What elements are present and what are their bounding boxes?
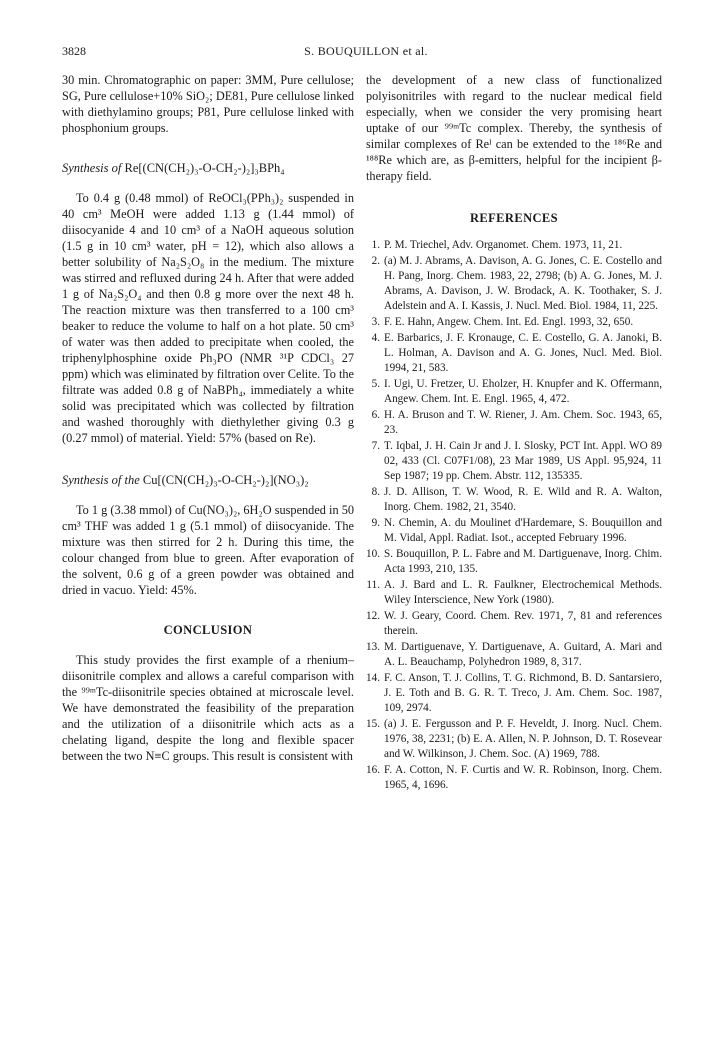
reference-item: 8. J. D. Allison, T. W. Wood, R. E. Wild and R. A. Walton, Inorg. Chem. 1982, 21, 3540. <box>371 486 662 513</box>
reference-text: J. D. Allison, T. W. Wood, R. E. Wild and R. A. Walton, Inorg. Chem. 1982, 21, 3540. <box>384 486 662 513</box>
reference-item: 5. I. Ugi, U. Fretzer, U. Eholzer, H. Knupfer and K. Offermann, Angew. Chem. Int. E. Engl. 1965, 4, 472. <box>371 378 662 405</box>
reference-text: W. J. Geary, Coord. Chem. Rev. 1971, 7, 81 and references therein. <box>384 610 662 637</box>
reference-text: I. Ugi, U. Fretzer, U. Eholzer, H. Knupfer and K. Offermann, Angew. Chem. Int. E. Engl. 1965, 4, 472. <box>384 378 662 405</box>
re-synthesis-paragraph: To 0.4 g (0.48 mmol) of ReOCl₃(PPh₃)₂ suspended in 40 cm³ MeOH were added 1.13 g (1.44 mmol) of diisocyanide 4 and 10 cm³ of a NaOH aqueous solution (1.5 g in 10 cm³ water, pH = 12), which also allows a better solubility of Na₂S₂O₈ in the medium. The mixture was stirred and refluxed during 24 h. After that were added 1 g of Na₂S₂O₄ and then 0.8 g more over the next 48 h. The reaction mixture was then transferred to a 100 cm³ beaker to reduce the volume to half on a hot plate. 50 cm³ of water was then added to precipitate when cooled, the triphenylphosphine oxide Ph₃PO (NMR ³¹P CDCl₃ 27 ppm) which was eliminated by filtration over Celite. To the filtrate was added 0.8 g of NaBPh₄, immediately a white solid was precipitated which was collected by filtration and washed thoroughly with diethylether giving 0.3 g (0.27 mmol) of material. Yield: 57% (based on Re). <box>62 191 354 445</box>
reference-text: S. Bouquillon, P. L. Fabre and M. Dartiguenave, Inorg. Chim. Acta 1993, 210, 135. <box>384 548 662 575</box>
cu-synthesis-heading-prefix: Synthesis of the <box>62 473 140 487</box>
re-synthesis-heading-formula: Re[(CN(CH₂)₃-O-CH₂-)₂]₃BPh₄ <box>124 161 285 175</box>
cu-synthesis-paragraph: To 1 g (3.38 mmol) of Cu(NO₃)₂, 6H₂O suspended in 50 cm³ THF was added 1 g (5.1 mmol) of diisocyanide. The mixture was then stirred for 2 h. During this time, the colour changed from blue to green. After evaporation of the solvent, 0.6 g of a green powder was obtained and dried in vacuo. Yield: 45%. <box>62 503 354 597</box>
reference-text: N. Chemin, A. du Moulinet d'Hardemare, S. Bouquillon and M. Vidal, Appl. Radiat. Isot., accepted February 1996. <box>384 517 662 544</box>
reference-text: T. Iqbal, J. H. Cain Jr and J. I. Slosky, PCT Int. Appl. WO 89 02, 433 (Cl. C07F1/08), 23 Mar 1989, US Appl. 95,924, 11 Sep 1987; 19 pp. Chem. Abstr. 112, 135335. <box>384 440 662 482</box>
reference-item: 13. M. Dartiguenave, Y. Dartiguenave, A. Guitard, A. Mari and A. L. Beauchamp, Polyhedron 1989, 8, 317. <box>366 641 662 668</box>
references-list <box>366 238 662 793</box>
right-column <box>366 72 662 794</box>
re-synthesis-heading <box>62 160 354 176</box>
reference-text: F. C. Anson, T. J. Collins, T. G. Richmond, B. D. Santarsiero, J. E. Toth and B. G. R. T. Treco, J. Am. Chem. Soc. 1987, 109, 2974. <box>384 672 662 714</box>
reference-item: 1. P. M. Triechel, Adv. Organomet. Chem. 1973, 11, 21. <box>371 239 623 251</box>
left-column <box>62 72 354 764</box>
reference-text: P. M. Triechel, Adv. Organomet. Chem. 1973, 11, 21. <box>384 239 623 251</box>
reference-item: 10. S. Bouquillon, P. L. Fabre and M. Dartiguenave, Inorg. Chim. Acta 1993, 210, 135. <box>366 548 662 575</box>
conclusion-paragraph: This study provides the first example of a rhenium–diisonitrile complex and allows a careful comparison with the ⁹⁹ᵐTc-diisonitrile species obtained at microscale level. We have demonstrated the feasibility of the preparation and the utilization of a diisonitrile which acts as a chelating ligand, despite the long and flexible spacer between the two N≡C groups. This result is consistent with <box>62 653 354 763</box>
reference-text: M. Dartiguenave, Y. Dartiguenave, A. Guitard, A. Mari and A. L. Beauchamp, Polyhedron 1989, 8, 317. <box>384 641 662 668</box>
reference-item: 2. (a) M. J. Abrams, A. Davison, A. G. Jones, C. E. Costello and H. Pang, Inorg. Chem. 1983, 22, 2798; (b) A. G. Jones, M. J. Abrams, A. Davison, J. W. Brodack, A. K. Toothaker, S. J. Adelstein and A. I. Kassis, J. Nucl. Med. Biol. 1984, 11, 225. <box>371 255 662 312</box>
reference-text: (a) J. E. Fergusson and P. F. Heveldt, J. Inorg. Nucl. Chem. 1976, 38, 2231; (b) E. A. Allen, N. P. Johnson, D. T. Rosevear and W. Wilkinson, J. Chem. Soc. (A) 1969, 788. <box>384 718 662 760</box>
reference-item: 3. F. E. Hahn, Angew. Chem. Int. Ed. Engl. 1993, 32, 650. <box>371 316 634 328</box>
reference-text: (a) M. J. Abrams, A. Davison, A. G. Jones, C. E. Costello and H. Pang, Inorg. Chem. 1983, 22, 2798; (b) A. G. Jones, M. J. Abrams, A. Davison, J. W. Brodack, A. K. Toothaker, S. J. Adelstein and A. I. Kassis, J. Nucl. Med. Biol. 1984, 11, 225. <box>384 255 662 312</box>
reference-item: 11. A. J. Bard and L. R. Faulkner, Electrochemical Methods. Wiley Interscience, New York (1980). <box>366 579 662 606</box>
reference-text: F. A. Cotton, N. F. Curtis and W. R. Robinson, Inorg. Chem. 1965, 4, 1696. <box>384 764 662 791</box>
running-head: S. BOUQUILLON et al. <box>304 44 428 58</box>
reference-item: 6. H. A. Bruson and T. W. Riener, J. Am. Chem. Soc. 1943, 65, 23. <box>371 409 662 436</box>
reference-text: A. J. Bard and L. R. Faulkner, Electrochemical Methods. Wiley Interscience, New York (1980). <box>384 579 662 606</box>
reference-text: E. Barbarics, J. F. Kronauge, C. E. Costello, G. A. Janoki, B. L. Holman, A. Davison and A. G. Jones, Nucl. Med. Biol. 1994, 21, 583. <box>384 332 662 374</box>
conclusion-continued-paragraph: the development of a new class of functionalized polyisonitriles with regard to the nuclear medical field especially, when we consider the very promising heart uptake of our ⁹⁹ᵐTc complex. Thereby, the synthesis of similar complexes of Reᴵ can be extended to the ¹⁸⁶Re and ¹⁸⁸Re which are, as β-emitters, helpful for the incipient β-therapy field. <box>366 73 662 183</box>
reference-item: 9. N. Chemin, A. du Moulinet d'Hardemare, S. Bouquillon and M. Vidal, Appl. Radiat. Isot., accepted February 1996. <box>371 517 662 544</box>
page-number: 3828 <box>62 44 86 58</box>
page-header <box>62 44 670 64</box>
chromatography-paragraph: 30 min. Chromatographic on paper: 3MM, Pure cellulose; SG, Pure cellulose+10% SiO₂; DE81, Pure cellulose linked with diethylamino groups; P81, Pure cellulose linked with phosphonium groups. <box>62 73 354 135</box>
reference-text: F. E. Hahn, Angew. Chem. Int. Ed. Engl. 1993, 32, 650. <box>384 316 634 328</box>
cu-synthesis-heading-formula: Cu[(CN(CH₂)₃-O-CH₂-)₂](NO₃)₂ <box>142 473 309 487</box>
reference-item: 16. F. A. Cotton, N. F. Curtis and W. R. Robinson, Inorg. Chem. 1965, 4, 1696. <box>366 764 662 791</box>
cu-synthesis-heading <box>62 472 354 488</box>
re-synthesis-heading-prefix: Synthesis of <box>62 161 122 175</box>
conclusion-heading: CONCLUSION <box>163 623 253 637</box>
reference-item: 4. E. Barbarics, J. F. Kronauge, C. E. Costello, G. A. Janoki, B. L. Holman, A. Davison and A. G. Jones, Nucl. Med. Biol. 1994, 21, 583. <box>371 332 662 374</box>
reference-item: 15. (a) J. E. Fergusson and P. F. Heveldt, J. Inorg. Nucl. Chem. 1976, 38, 2231; (b) E. A. Allen, N. P. Johnson, D. T. Rosevear and W. Wilkinson, J. Chem. Soc. (A) 1969, 788. <box>366 718 662 760</box>
references-heading: REFERENCES <box>469 211 559 225</box>
reference-item: 14. F. C. Anson, T. J. Collins, T. G. Richmond, B. D. Santarsiero, J. E. Toth and B. G. R. T. Treco, J. Am. Chem. Soc. 1987, 109, 2974. <box>366 672 662 714</box>
reference-item: 12. W. J. Geary, Coord. Chem. Rev. 1971, 7, 81 and references therein. <box>366 610 662 637</box>
reference-item: 7. T. Iqbal, J. H. Cain Jr and J. I. Slosky, PCT Int. Appl. WO 89 02, 433 (Cl. C07F1/08), 23 Mar 1989, US Appl. 95,924, 11 Sep 1987; 19 pp. Chem. Abstr. 112, 135335. <box>371 440 662 482</box>
reference-text: H. A. Bruson and T. W. Riener, J. Am. Chem. Soc. 1943, 65, 23. <box>384 409 662 436</box>
